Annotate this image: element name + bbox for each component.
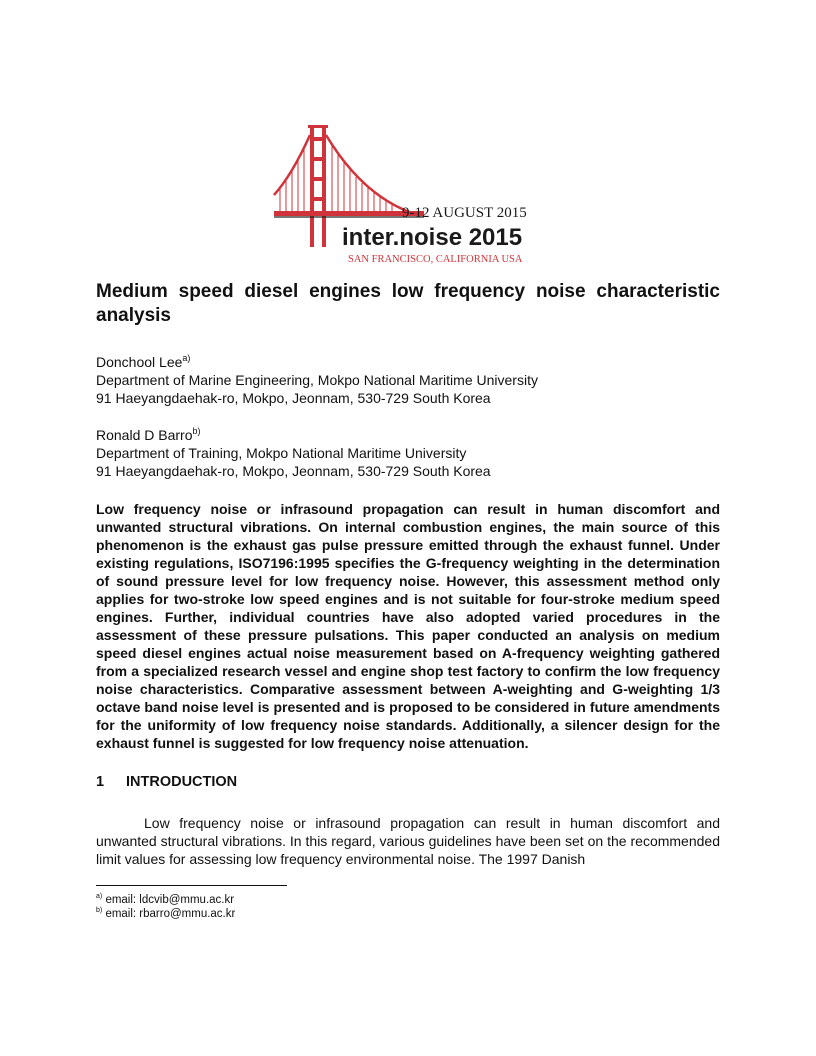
author-block-1	[96, 353, 720, 407]
author-address: 91 Haeyangdaehak-ro, Mokpo, Jeonnam, 530-729 South Korea	[96, 390, 491, 406]
footnote	[96, 907, 235, 921]
section-title: INTRODUCTION	[126, 774, 238, 790]
golden-gate-bridge-icon	[272, 125, 547, 265]
abstract: Low frequency noise or infrasound propagation can result in human discomfort and unwanted structural vibrations. On internal combustion engines, the main source of this phenomenon is the exhaust gas pulse pressure emitted through the exhaust funnel. Under existing regulations, ISO7196:1995 specifies the G-frequency weighting in the determination of sound pressure level for low frequency noise. However, this assessment method only applies for two-stroke low speed engines and is not suitable for four-stroke medium speed engines. Further, individual countries have also adopted varied procedures in the assessment of these pressure pulsations. This paper conducted an analysis on medium speed diesel engines actual noise measurement based on A-frequency weighting gathered from a specialized research vessel and engine shop test factory to confirm the low frequency noise characteristics. Comparative assessment between A-weighting and G-weighting 1/3 octave band noise level is presented and is proposed to be considered in future amendments for the uniformity of low frequency noise standards. Additionally, a silencer design for the exhaust funnel is suggested for low frequency noise attenuation.	[96, 501, 720, 751]
author-block-2	[96, 426, 720, 480]
logo-location: SAN FRANCISCO, CALIFORNIA USA	[348, 254, 523, 265]
author-affiliation: Department of Marine Engineering, Mokpo National Maritime University	[96, 372, 538, 388]
footnotes	[96, 893, 235, 921]
author-name: Ronald D Barro	[96, 427, 193, 443]
author-affiliation: Department of Training, Mokpo National Maritime University	[96, 445, 467, 461]
author-address: 91 Haeyangdaehak-ro, Mokpo, Jeonnam, 530-729 South Korea	[96, 463, 491, 479]
author-name: Donchool Lee	[96, 354, 183, 370]
section-heading	[96, 774, 237, 790]
paper-title: Medium speed diesel engines low frequency noise characteristic analysis	[96, 281, 720, 326]
footnote	[96, 893, 235, 907]
footnote-text: email: rbarro@mmu.ac.kr	[105, 908, 236, 920]
author-mark: b)	[192, 426, 201, 436]
conference-logo	[272, 125, 547, 265]
logo-date: 9-12 AUGUST 2015	[402, 205, 527, 221]
footnote-text: email: ldcvib@mmu.ac.kr	[105, 894, 235, 906]
footnote-mark: a)	[96, 893, 103, 900]
footnote-divider	[96, 885, 287, 886]
footnote-mark: b)	[96, 907, 103, 914]
intro-paragraph: Low frequency noise or infrasound propagation can result in human discomfort and unwanted structural vibrations. In this regard, various guidelines have been set on the recommended limit values for assessing low frequency environmental noise. The 1997 Danish	[96, 815, 720, 867]
section-number: 1	[96, 774, 105, 790]
logo-brand: inter.noise 2015	[342, 224, 523, 251]
author-mark: a)	[182, 353, 191, 363]
